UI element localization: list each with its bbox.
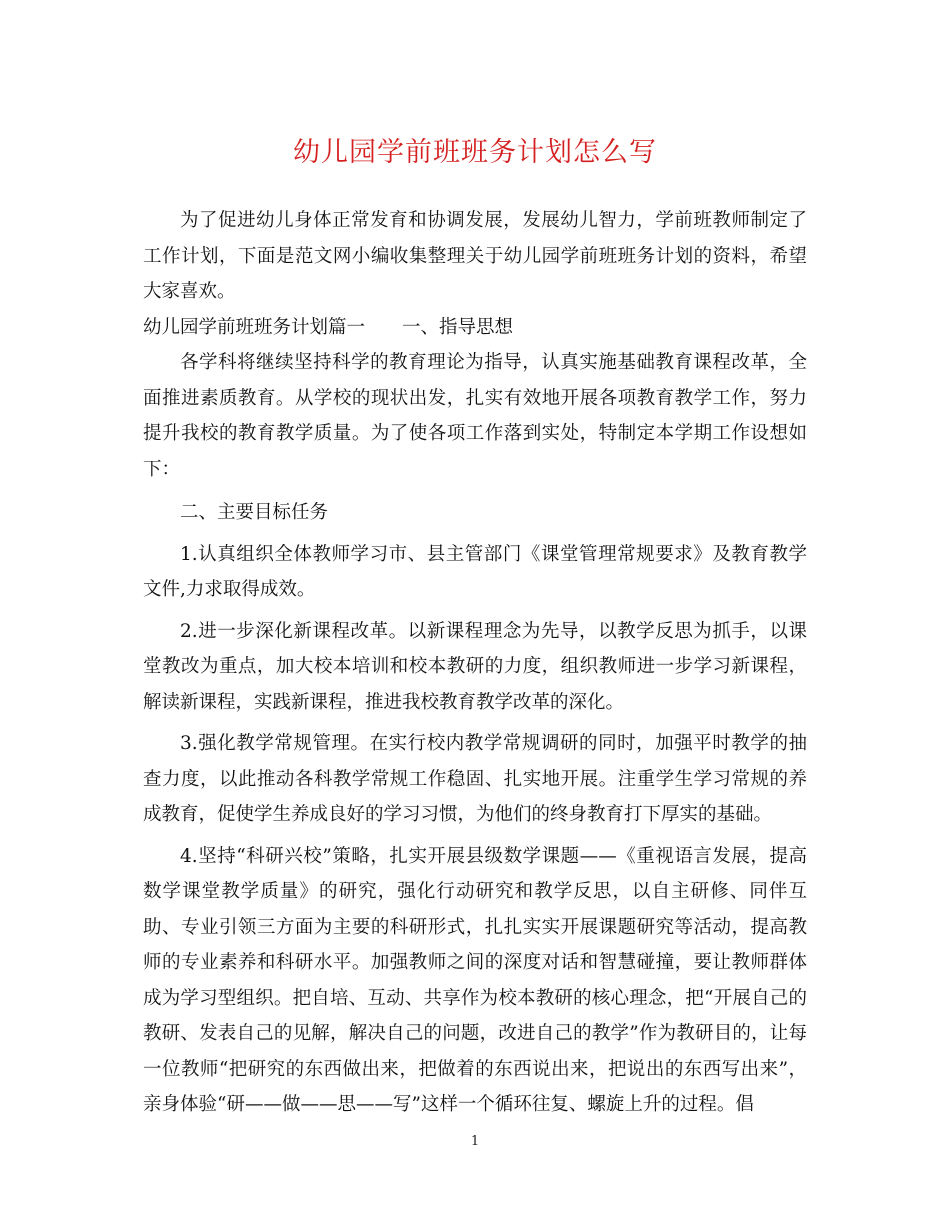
intro-paragraph: 为了促进幼儿身体正常发育和协调发展，发展幼儿智力，学前班教师制定了工作计划，下面是范文网小编收集整理关于幼儿园学前班班务计划的资料，希望大家喜欢。 [143, 210, 807, 302]
list-item-1: 1.认真组织全体教师学习市、县主管部门《课堂管理常规要求》及教育教学文件,力求取得成效。 [143, 543, 807, 600]
guiding-paragraph: 各学科将继续坚持科学的教育理论为指导，认真实施基础教育课程改革，全面推进素质教育。从学校的现状出发，扎实有效地开展各项教育教学工作，努力提升我校的教育教学质量。为了使各项工作落到实处，特制定本学期工作设想如下： [143, 352, 807, 480]
page-number: 1 [470, 1134, 480, 1149]
list-item-3: 3.强化教学常规管理。在实行校内教学常规调研的同时，加强平时教学的抽查力度，以此推动各科教学常规工作稳固、扎实地开展。注重学生学习常规的养成教育，促使学生养成良好的学习习惯，为他们的终身教育打下厚实的基础。 [143, 733, 807, 825]
tasks-heading: 二、主要目标任务 [180, 502, 329, 523]
list-item-4: 4.坚持“科研兴校”策略，扎实开展县级数学课题——《重视语言发展，提高数学课堂教学质量》的研究，强化行动研究和教学反思，以自主研修、同伴互助、专业引领三方面为主要的科研形式，扎扎实实开展课题研究等活动，提高教师的专业素养和科研水平。加强教师之间的深度对话和智慧碰撞，要让教师群体成为学习型组织。把自培、互动、共享作为校本教研的核心理念，把“开展自己的教研、发表自己的见解，解决自己的问题，改进自己的教学”作为教研目的，让每一位教师“把研究的东西做出来，把做着的东西说出来，把说出的东西写出来”，亲身体验“研——做——思——写”这样一个循环往复、螺旋上升的过程。倡 [143, 845, 807, 1115]
document-body [143, 203, 807, 1123]
list-item-2: 2.进一步深化新课程改革。以新课程理念为先导，以教学反思为抓手，以课堂教改为重点，加大校本培训和校本教研的力度，组织教师进一步学习新课程，解读新课程，实践新课程，推进我校教育教学改革的深化。 [143, 620, 807, 713]
section-heading: 幼儿园学前班班务计划篇一 一、指导思想 [143, 316, 514, 338]
document-title: 幼儿园学前班班务计划怎么写 [293, 137, 657, 168]
